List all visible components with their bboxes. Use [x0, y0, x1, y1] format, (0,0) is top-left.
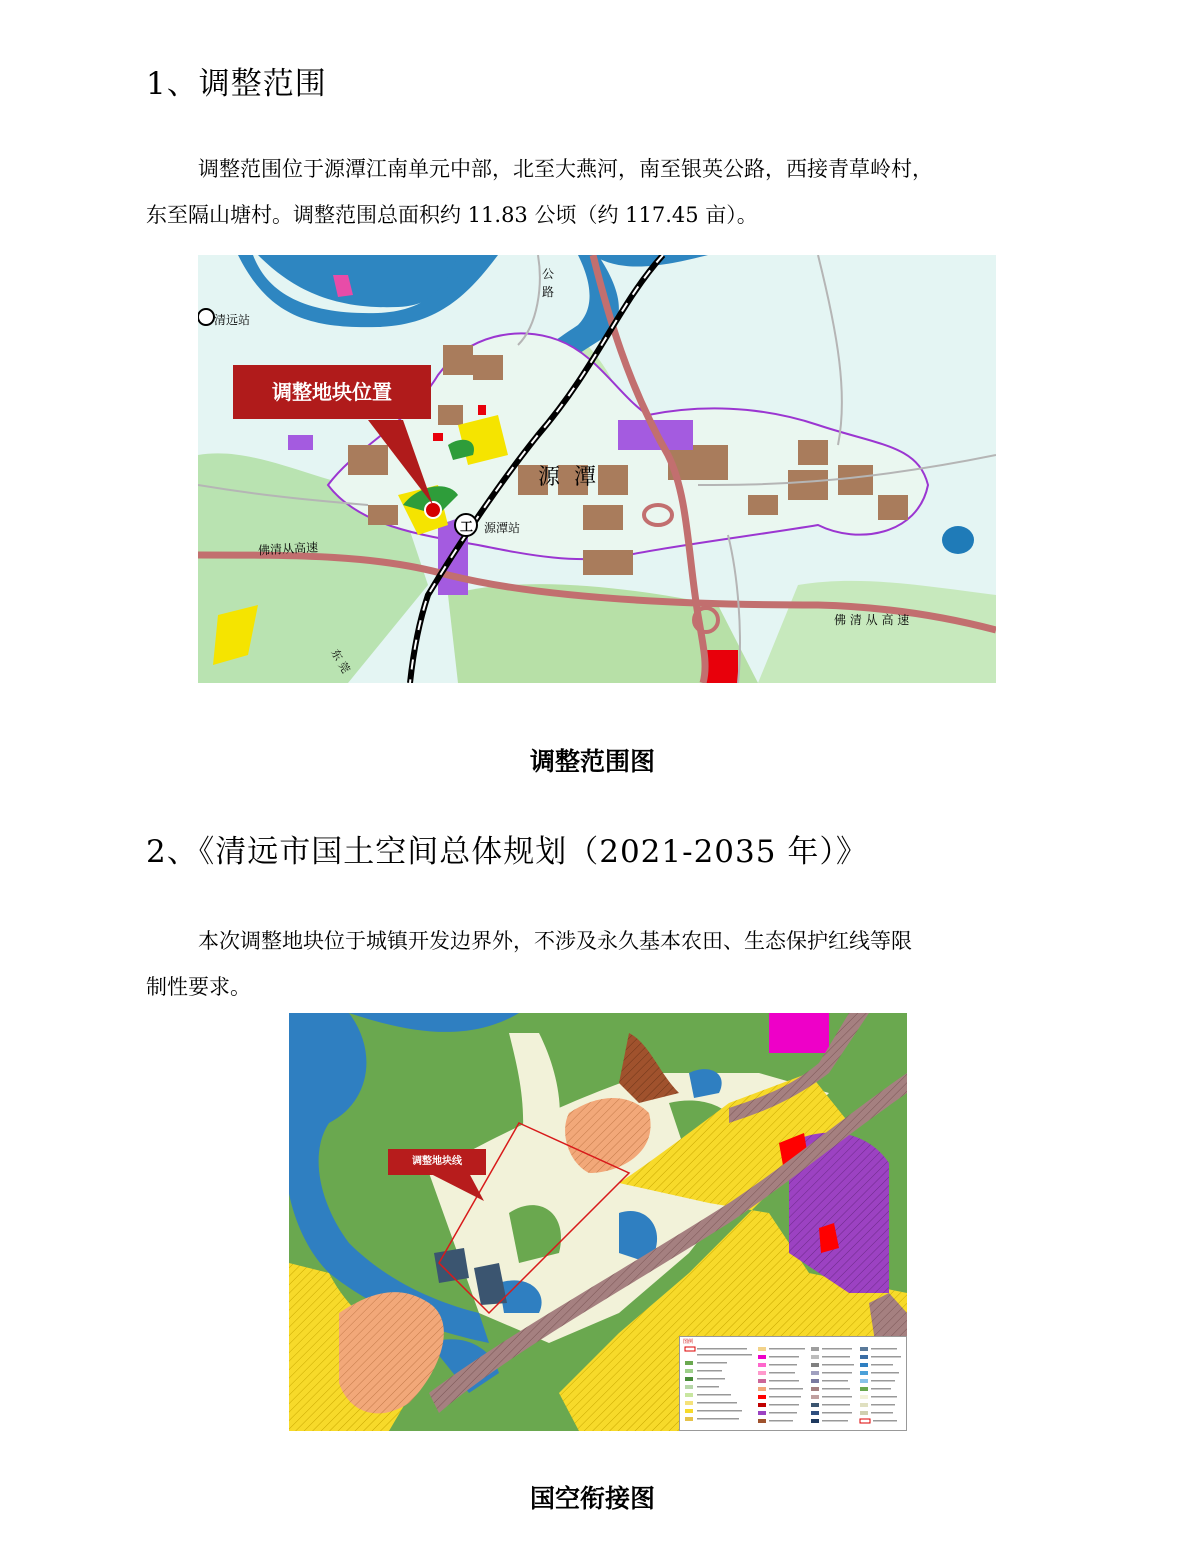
section-1-paragraph	[146, 150, 1056, 234]
adjustment-boundary-callout: 调整地块线	[388, 1149, 486, 1175]
legend-swatch-grid	[683, 1345, 903, 1427]
road-label-top: 公 路	[542, 267, 555, 299]
site-location-marker	[425, 502, 441, 518]
legend-column-4	[860, 1347, 870, 1423]
road-label-southwest: 东 莞	[328, 646, 353, 676]
adjustment-range-map	[198, 255, 996, 683]
svg-text:工: 工	[460, 520, 474, 535]
legend-column-1	[685, 1347, 695, 1421]
highway-label-west: 佛清从高速	[257, 540, 319, 558]
highway-label-east: 佛 清 从 高 速	[834, 613, 910, 627]
figure-caption-2: 国空衔接图	[529, 1484, 655, 1513]
figure-caption-1: 调整范围图	[529, 747, 655, 776]
adjustment-site-callout: 调整地块位置	[233, 365, 431, 419]
town-label: 源 潭	[538, 465, 596, 490]
qingyuan-station-label: 清远站	[214, 313, 251, 327]
section-1-line-2: 东至隔山塘村。调整范围总面积约 11.83 公顷（约 117.45 亩）。	[146, 203, 758, 227]
legend-title: 图例	[683, 1339, 694, 1345]
map-legend	[679, 1336, 907, 1431]
section-1-line-1: 调整范围位于源潭江南单元中部，北至大燕河，南至银英公路，西接青草岭村，	[198, 157, 933, 181]
section-2-line-1: 本次调整地块位于城镇开发边界外，不涉及永久基本农田、生态保护红线等限	[198, 929, 912, 953]
section-2-heading: 2、《清远市国土空间总体规划（2021-2035 年）》	[146, 834, 868, 870]
legend-swatches	[683, 1345, 903, 1427]
station-label: 源潭站	[484, 521, 521, 535]
section-2-line-2: 制性要求。	[146, 975, 251, 999]
legend-column-2	[758, 1347, 766, 1423]
qingyuan-station-icon	[198, 309, 214, 325]
legend-column-3	[811, 1347, 819, 1423]
section-2-paragraph	[146, 922, 1056, 1006]
section-1-heading: 1、调整范围	[146, 66, 327, 102]
